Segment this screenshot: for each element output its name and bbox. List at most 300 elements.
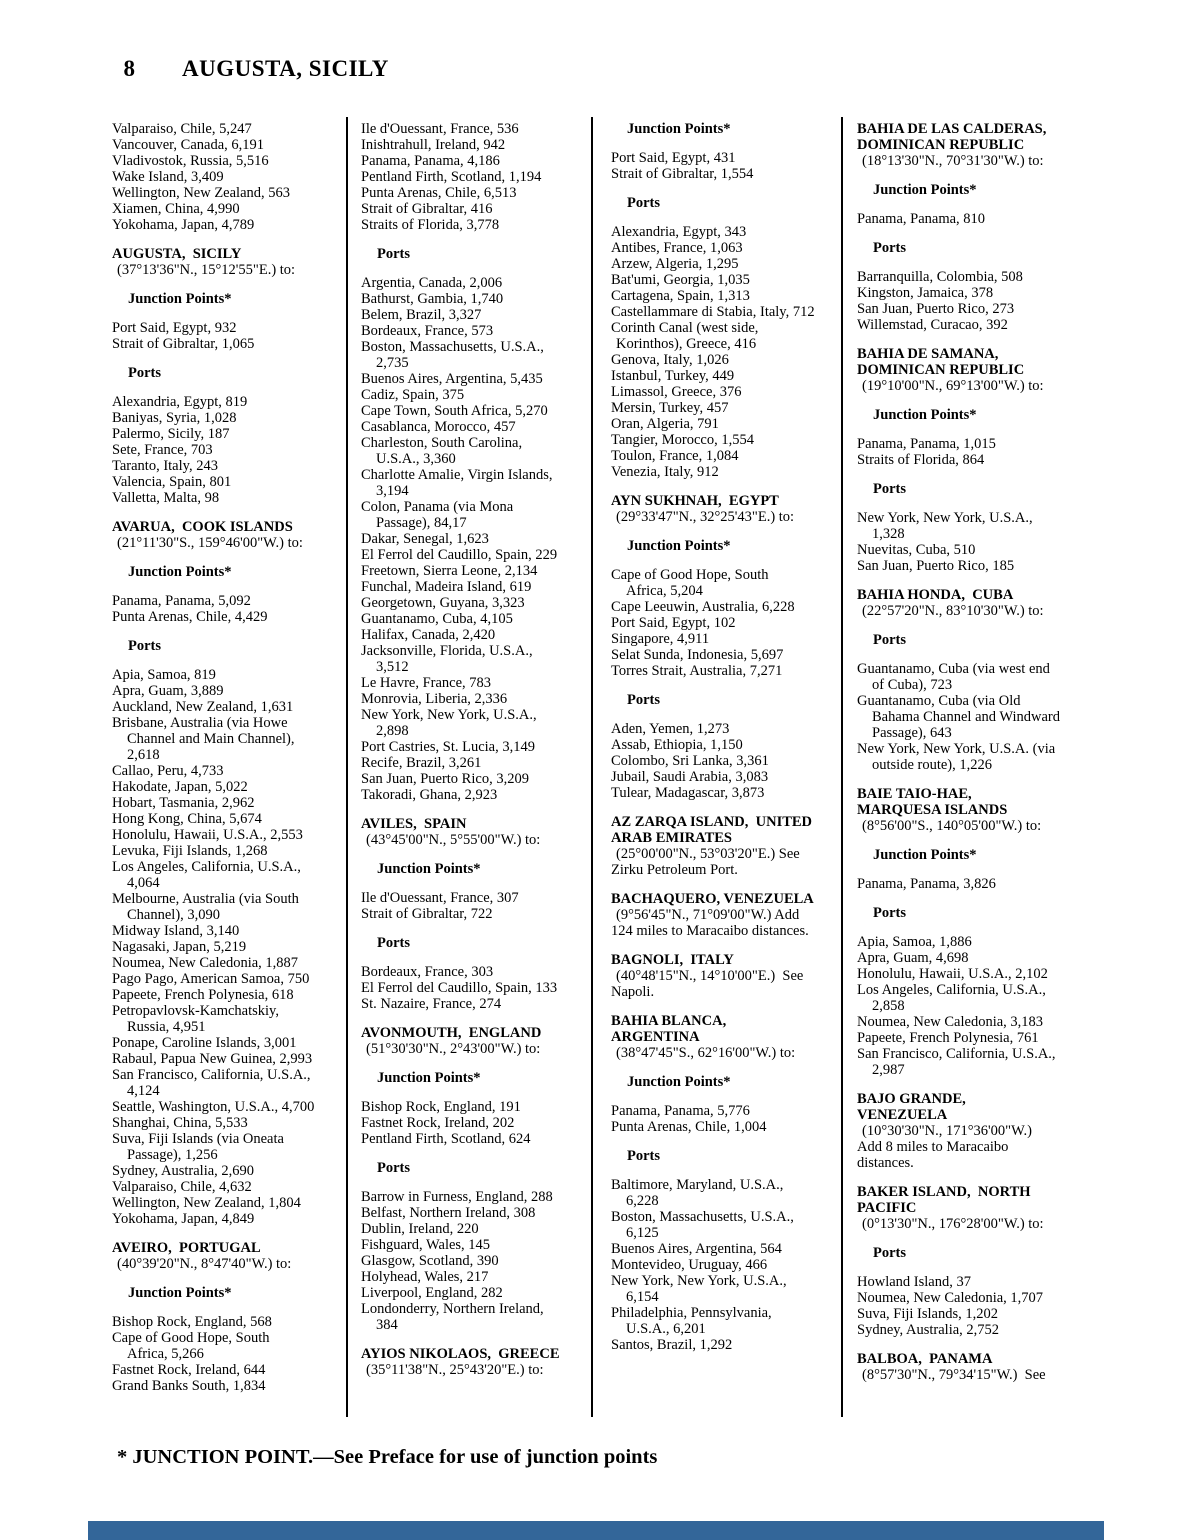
note-text: distances. <box>857 1155 914 1171</box>
port-entry: Le Havre, France, 783 <box>361 675 492 691</box>
bottom-color-bar <box>88 1521 1104 1540</box>
port-entry: Auckland, New Zealand, 1,631 <box>112 699 294 715</box>
port-entry: Casablanca, Morocco, 457 <box>361 419 516 435</box>
column-divider <box>591 117 593 1417</box>
port-entry: Baniyas, Syria, 1,028 <box>112 410 237 426</box>
blank-line <box>112 551 346 564</box>
blank-line <box>857 423 1091 436</box>
port-entry: Holyhead, Wales, 217 <box>361 1269 489 1285</box>
port-entry: San Juan, Puerto Rico, 3,209 <box>361 771 529 787</box>
port-entry: Pentland Firth, Scotland, 1,194 <box>361 169 542 185</box>
port-entry: St. Nazaire, France, 274 <box>361 996 502 1012</box>
blank-line <box>857 227 1091 240</box>
port-entry: Noumea, New Caledonia, 3,183 <box>857 1014 1044 1030</box>
section-subheading: Junction Points* <box>128 291 232 307</box>
coordinates-line: (18°13'30"N., 70°31'30"W.) to: <box>862 153 1044 169</box>
port-entry: Straits of Florida, 864 <box>857 452 985 468</box>
blank-line <box>611 1135 845 1148</box>
port-entry: Belfast, Northern Ireland, 308 <box>361 1205 536 1221</box>
port-entry: Punta Arenas, Chile, 6,513 <box>361 185 517 201</box>
port-entry-continuation: Passage), 643 <box>872 725 952 741</box>
page-header <box>112 30 389 82</box>
port-entry: Venezia, Italy, 912 <box>611 464 719 480</box>
port-entry: Palermo, Sicily, 187 <box>112 426 230 442</box>
section-subheading: Ports <box>873 632 907 648</box>
port-entry: Port Castries, St. Lucia, 3,149 <box>361 739 535 755</box>
blank-line <box>611 1090 845 1103</box>
port-entry: Noumea, New Caledonia, 1,887 <box>112 955 299 971</box>
port-entry: Colombo, Sri Lanka, 3,361 <box>611 753 769 769</box>
port-entry: Limassol, Greece, 376 <box>611 384 742 400</box>
blank-line <box>611 708 845 721</box>
place-heading: BAHIA HONDA, CUBA <box>857 587 1014 603</box>
port-entry: Bathurst, Gambia, 1,740 <box>361 291 504 307</box>
section-subheading: Junction Points* <box>377 1070 481 1086</box>
blank-line <box>857 256 1091 269</box>
port-entry: Dublin, Ireland, 220 <box>361 1221 479 1237</box>
port-entry: San Francisco, California, U.S.A., <box>857 1046 1056 1062</box>
port-entry: Port Said, Egypt, 431 <box>611 150 736 166</box>
port-entry-continuation: 6,125 <box>626 1225 659 1241</box>
port-entry: Panama, Panama, 3,826 <box>857 876 996 892</box>
blank-line <box>112 307 346 320</box>
port-entry: Singapore, 4,911 <box>611 631 710 647</box>
port-entry-continuation: Passage), 1,256 <box>127 1147 218 1163</box>
port-entry: Buenos Aires, Argentina, 564 <box>611 1241 782 1257</box>
port-entry: Panama, Panama, 5,776 <box>611 1103 750 1119</box>
port-entry: Strait of Gibraltar, 416 <box>361 201 493 217</box>
port-entry: Georgetown, Guyana, 3,323 <box>361 595 525 611</box>
place-heading: ARAB EMIRATES <box>611 830 732 846</box>
blank-line <box>857 333 1091 346</box>
port-entry: Assab, Ethiopia, 1,150 <box>611 737 743 753</box>
blank-line <box>611 1061 845 1074</box>
note-text: 124 miles to Maracaibo distances. <box>611 923 809 939</box>
port-entry: Cadiz, Spain, 375 <box>361 387 465 403</box>
port-entry: Melbourne, Australia (via South <box>112 891 299 907</box>
port-entry: El Ferrol del Caudillo, Spain, 229 <box>361 547 558 563</box>
blank-line <box>611 554 845 567</box>
port-entry: San Juan, Puerto Rico, 273 <box>857 301 1015 317</box>
blank-line <box>361 1086 595 1099</box>
port-entry: Sydney, Australia, 2,690 <box>112 1163 255 1179</box>
place-heading: AVILES, SPAIN <box>361 816 467 832</box>
port-entry: Valparaiso, Chile, 4,632 <box>112 1179 252 1195</box>
coordinates-line: (19°10'00"N., 69°13'00"W.) to: <box>862 378 1044 394</box>
place-heading: AYN SUKHNAH, EGYPT <box>611 493 779 509</box>
port-entry: Argentia, Canada, 2,006 <box>361 275 503 291</box>
port-entry: Valletta, Malta, 98 <box>112 490 220 506</box>
port-entry: Noumea, New Caledonia, 1,707 <box>857 1290 1044 1306</box>
port-entry: Santos, Brazil, 1,292 <box>611 1337 733 1353</box>
port-entry: Brisbane, Australia (via Howe <box>112 715 288 731</box>
coordinates-line: (38°47'45"S., 62°16'00"W.) to: <box>616 1045 796 1061</box>
blank-line <box>857 1261 1091 1274</box>
port-entry: Alexandria, Egypt, 343 <box>611 224 747 240</box>
port-entry-continuation: Passage), 84,17 <box>376 515 467 531</box>
port-entry: San Francisco, California, U.S.A., <box>112 1067 311 1083</box>
port-entry: Guantanamo, Cuba, 4,105 <box>361 611 513 627</box>
blank-line <box>112 580 346 593</box>
coordinates-line: (37°13'36"N., 15°12'55"E.) to: <box>117 262 296 278</box>
blank-line <box>857 773 1091 786</box>
port-entry-continuation: U.S.A., 3,360 <box>376 451 456 467</box>
blank-line <box>361 262 595 275</box>
section-subheading: Junction Points* <box>377 861 481 877</box>
port-entry: Port Said, Egypt, 932 <box>112 320 237 336</box>
port-entry: Pentland Firth, Scotland, 624 <box>361 1131 531 1147</box>
section-subheading: Ports <box>377 1160 411 1176</box>
port-entry: Guantanamo, Cuba (via Old <box>857 693 1021 709</box>
place-heading: BAGNOLI, ITALY <box>611 952 734 968</box>
port-entry: Colon, Panama (via Mona <box>361 499 514 515</box>
port-entry: Rabaul, Papua New Guinea, 2,993 <box>112 1051 313 1067</box>
port-entry: Apra, Guam, 4,698 <box>857 950 969 966</box>
port-entry: Sydney, Australia, 2,752 <box>857 1322 1000 1338</box>
port-entry-continuation: of Cuba), 723 <box>872 677 953 693</box>
place-heading: BAIE TAIO-HAE, <box>857 786 972 802</box>
blank-line <box>857 574 1091 587</box>
distance-column-4 <box>857 121 1091 1383</box>
port-entry-continuation: 2,735 <box>376 355 409 371</box>
port-entry: New York, New York, U.S.A., <box>857 510 1033 526</box>
blank-line <box>611 137 845 150</box>
blank-line <box>611 1000 845 1013</box>
port-entry: Panama, Panama, 1,015 <box>857 436 996 452</box>
place-heading: BAHIA DE LAS CALDERAS, <box>857 121 1047 137</box>
port-entry: Los Angeles, California, U.S.A., <box>857 982 1046 998</box>
port-entry: Yokohama, Japan, 4,849 <box>112 1211 255 1227</box>
place-heading: AYIOS NIKOLAOS, GREECE <box>361 1346 560 1362</box>
coordinates-line: (43°45'00"N., 5°55'00"W.) to: <box>366 832 541 848</box>
column-divider <box>841 117 843 1417</box>
note-text: Add 8 miles to Maracaibo <box>857 1139 1009 1155</box>
place-heading: DOMINICAN REPUBLIC <box>857 362 1025 378</box>
port-entry: Oran, Algeria, 791 <box>611 416 719 432</box>
port-entry: Straits of Florida, 3,778 <box>361 217 500 233</box>
port-entry: Aden, Yemen, 1,273 <box>611 721 730 737</box>
place-heading: VENEZUELA <box>857 1107 948 1123</box>
port-entry: Jacksonville, Florida, U.S.A., <box>361 643 533 659</box>
blank-line <box>611 480 845 493</box>
port-entry: Suva, Fiji Islands, 1,202 <box>857 1306 998 1322</box>
section-subheading: Ports <box>873 481 907 497</box>
coordinates-line: (51°30'30"N., 2°43'00"W.) to: <box>366 1041 541 1057</box>
coordinates-line: (22°57'20"N., 83°10'30"W.) to: <box>862 603 1044 619</box>
section-subheading: Ports <box>873 240 907 256</box>
blank-line <box>857 198 1091 211</box>
port-entry: Dakar, Senegal, 1,623 <box>361 531 489 547</box>
port-entry: Apia, Samoa, 1,886 <box>857 934 972 950</box>
port-entry: Panama, Panama, 4,186 <box>361 153 500 169</box>
blank-line <box>361 848 595 861</box>
blank-line <box>857 497 1091 510</box>
port-entry: Mersin, Turkey, 457 <box>611 400 729 416</box>
port-entry: Ile d'Ouessant, France, 536 <box>361 121 519 137</box>
port-entry: Valparaiso, Chile, 5,247 <box>112 121 252 137</box>
coordinates-line: (8°56'00"S., 140°05'00"W.) to: <box>862 818 1042 834</box>
section-subheading: Ports <box>627 692 661 708</box>
blank-line <box>611 679 845 692</box>
port-entry: New York, New York, U.S.A., <box>611 1273 787 1289</box>
port-entry: Ponape, Caroline Islands, 3,001 <box>112 1035 297 1051</box>
blank-line <box>112 381 346 394</box>
port-entry: Bishop Rock, England, 568 <box>112 1314 272 1330</box>
port-entry: Castellammare di Stabia, Italy, 712 <box>611 304 815 320</box>
place-heading: AZ ZARQA ISLAND, UNITED <box>611 814 813 830</box>
port-entry: Cape of Good Hope, South <box>112 1330 270 1346</box>
port-entry: Torres Strait, Australia, 7,271 <box>611 663 783 679</box>
section-subheading: Ports <box>377 935 411 951</box>
port-entry: Hakodate, Japan, 5,022 <box>112 779 248 795</box>
blank-line <box>361 922 595 935</box>
section-subheading: Junction Points* <box>873 847 977 863</box>
port-entry: Cartagena, Spain, 1,313 <box>611 288 750 304</box>
place-heading: BAJO GRANDE, <box>857 1091 966 1107</box>
section-subheading: Junction Points* <box>627 1074 731 1090</box>
blank-line <box>857 834 1091 847</box>
place-heading: AVEIRO, PORTUGAL <box>112 1240 261 1256</box>
port-entry: Freetown, Sierra Leone, 2,134 <box>361 563 538 579</box>
blank-line <box>611 182 845 195</box>
blank-line <box>361 1176 595 1189</box>
junction-point-footnote: * JUNCTION POINT.—See Preface for use of junction points <box>117 1446 658 1468</box>
section-subheading: Ports <box>627 195 661 211</box>
port-entry: Recife, Brazil, 3,261 <box>361 755 482 771</box>
port-entry: Bordeaux, France, 303 <box>361 964 494 980</box>
port-entry: Corinth Canal (west side, <box>611 320 759 336</box>
port-entry: Buenos Aires, Argentina, 5,435 <box>361 371 543 387</box>
blank-line <box>112 506 346 519</box>
port-entry: Panama, Panama, 810 <box>857 211 986 227</box>
place-heading: AVARUA, COOK ISLANDS <box>112 519 293 535</box>
port-entry: Alexandria, Egypt, 819 <box>112 394 248 410</box>
place-heading: BAHIA DE SAMANA, <box>857 346 999 362</box>
port-entry: Wellington, New Zealand, 1,804 <box>112 1195 301 1211</box>
coordinates-line: (35°11'38"N., 25°43'20"E.) to: <box>366 1362 544 1378</box>
blank-line <box>611 525 845 538</box>
section-subheading: Junction Points* <box>873 407 977 423</box>
blank-line <box>857 1171 1091 1184</box>
port-entry: Cape Town, South Africa, 5,270 <box>361 403 548 419</box>
port-entry: Ile d'Ouessant, France, 307 <box>361 890 519 906</box>
section-subheading: Ports <box>377 246 411 262</box>
blank-line <box>857 468 1091 481</box>
page-number: 8 <box>123 56 135 81</box>
blank-line <box>112 1227 346 1240</box>
port-entry: Glasgow, Scotland, 390 <box>361 1253 499 1269</box>
place-heading: ARGENTINA <box>611 1029 700 1045</box>
port-entry-continuation: 6,154 <box>626 1289 659 1305</box>
port-entry: Bat'umi, Georgia, 1,035 <box>611 272 750 288</box>
running-title: AUGUSTA, SICILY <box>182 56 389 81</box>
port-entry: Selat Sunda, Indonesia, 5,697 <box>611 647 784 663</box>
place-heading: AVONMOUTH, ENGLAND <box>361 1025 542 1041</box>
blank-line <box>857 394 1091 407</box>
section-subheading: Junction Points* <box>627 121 731 137</box>
distance-column-3 <box>611 121 845 1353</box>
coordinates-line: (25°00'00"N., 53°03'20"E.) See <box>616 846 800 862</box>
distance-column-2 <box>361 121 595 1378</box>
port-entry: Xiamen, China, 4,990 <box>112 201 240 217</box>
place-heading: MARQUESA ISLANDS <box>857 802 1008 818</box>
port-entry: Hobart, Tasmania, 2,962 <box>112 795 255 811</box>
port-entry: Strait of Gibraltar, 1,065 <box>112 336 255 352</box>
port-entry: Kingston, Jamaica, 378 <box>857 285 994 301</box>
port-entry: Petropavlovsk-Kamchatskiy, <box>112 1003 279 1019</box>
port-entry: Tulear, Madagascar, 3,873 <box>611 785 765 801</box>
port-entry: Arzew, Algeria, 1,295 <box>611 256 739 272</box>
port-entry: Bishop Rock, England, 191 <box>361 1099 521 1115</box>
blank-line <box>857 921 1091 934</box>
port-entry: Liverpool, England, 282 <box>361 1285 503 1301</box>
port-entry: Port Said, Egypt, 102 <box>611 615 736 631</box>
port-entry: Halifax, Canada, 2,420 <box>361 627 496 643</box>
port-entry: Boston, Massachusetts, U.S.A., <box>611 1209 794 1225</box>
port-entry: Yokohama, Japan, 4,789 <box>112 217 255 233</box>
port-entry: Jubail, Saudi Arabia, 3,083 <box>611 769 769 785</box>
port-entry: Antibes, France, 1,063 <box>611 240 743 256</box>
port-entry: Panama, Panama, 5,092 <box>112 593 251 609</box>
port-entry: San Juan, Puerto Rico, 185 <box>857 558 1015 574</box>
port-entry: Seattle, Washington, U.S.A., 4,700 <box>112 1099 315 1115</box>
port-entry: Papeete, French Polynesia, 761 <box>857 1030 1039 1046</box>
port-entry: Takoradi, Ghana, 2,923 <box>361 787 498 803</box>
blank-line <box>112 352 346 365</box>
section-subheading: Junction Points* <box>128 564 232 580</box>
section-subheading: Ports <box>873 905 907 921</box>
section-subheading: Junction Points* <box>627 538 731 554</box>
port-entry: Strait of Gibraltar, 1,554 <box>611 166 754 182</box>
blank-line <box>611 801 845 814</box>
port-entry-continuation: Bahama Channel and Windward <box>872 709 1060 725</box>
blank-line <box>112 1272 346 1285</box>
coordinates-line: (40°39'20"N., 8°47'40"W.) to: <box>117 1256 292 1272</box>
port-entry: Sete, France, 703 <box>112 442 213 458</box>
blank-line <box>611 878 845 891</box>
coordinates-line: (8°57'30"N., 79°34'15"W.) See <box>862 1367 1046 1383</box>
port-entry: Callao, Peru, 4,733 <box>112 763 224 779</box>
note-text: Zirku Petroleum Port. <box>611 862 738 878</box>
blank-line <box>611 211 845 224</box>
port-entry: Wellington, New Zealand, 563 <box>112 185 291 201</box>
section-subheading: Ports <box>873 1245 907 1261</box>
column-divider <box>346 117 348 1417</box>
coordinates-line: (40°48'15"N., 14°10'00"E.) See <box>616 968 804 984</box>
port-entry-continuation: 1,328 <box>872 526 905 542</box>
port-entry: Punta Arenas, Chile, 4,429 <box>112 609 268 625</box>
port-entry: Toulon, France, 1,084 <box>611 448 739 464</box>
blank-line <box>611 939 845 952</box>
blank-line <box>857 648 1091 661</box>
coordinates-line: (29°33'47"N., 32°25'43"E.) to: <box>616 509 795 525</box>
blank-line <box>857 619 1091 632</box>
section-subheading: Ports <box>627 1148 661 1164</box>
section-subheading: Junction Points* <box>873 182 977 198</box>
port-entry: Barranquilla, Colombia, 508 <box>857 269 1023 285</box>
coordinates-line: (0°13'30"N., 176°28'00"W.) to: <box>862 1216 1044 1232</box>
place-heading: BALBOA, PANAMA <box>857 1351 993 1367</box>
port-entry: Hong Kong, China, 5,674 <box>112 811 262 827</box>
blank-line <box>112 654 346 667</box>
port-entry: Inishtrahull, Ireland, 942 <box>361 137 506 153</box>
blank-line <box>361 1057 595 1070</box>
port-entry-continuation: U.S.A., 6,201 <box>626 1321 706 1337</box>
port-entry-continuation: 2,618 <box>127 747 160 763</box>
blank-line <box>112 1301 346 1314</box>
port-entry-continuation: 2,858 <box>872 998 905 1014</box>
port-entry: Honolulu, Hawaii, U.S.A., 2,102 <box>857 966 1048 982</box>
blank-line <box>361 877 595 890</box>
port-entry: Cape Leeuwin, Australia, 6,228 <box>611 599 795 615</box>
blank-line <box>857 1338 1091 1351</box>
port-entry: Istanbul, Turkey, 449 <box>611 368 735 384</box>
blank-line <box>112 233 346 246</box>
port-entry: Nagasaki, Japan, 5,219 <box>112 939 247 955</box>
port-entry: Charlotte Amalie, Virgin Islands, <box>361 467 553 483</box>
port-entry: Grand Banks South, 1,834 <box>112 1378 266 1394</box>
blank-line <box>361 1012 595 1025</box>
port-entry-continuation: 3,194 <box>376 483 409 499</box>
port-entry: Shanghai, China, 5,533 <box>112 1115 248 1131</box>
port-entry: Willemstad, Curacao, 392 <box>857 317 1008 333</box>
blank-line <box>361 1147 595 1160</box>
port-entry: Montevideo, Uruguay, 466 <box>611 1257 768 1273</box>
blank-line <box>361 951 595 964</box>
port-entry: Apia, Samoa, 819 <box>112 667 216 683</box>
port-entry: Pago Pago, American Samoa, 750 <box>112 971 310 987</box>
port-entry: Suva, Fiji Islands (via Oneata <box>112 1131 284 1147</box>
place-heading: BAKER ISLAND, NORTH <box>857 1184 1031 1200</box>
port-entry: Punta Arenas, Chile, 1,004 <box>611 1119 767 1135</box>
port-entry: Valencia, Spain, 801 <box>112 474 232 490</box>
port-entry: Taranto, Italy, 243 <box>112 458 218 474</box>
place-heading: DOMINICAN REPUBLIC <box>857 137 1025 153</box>
port-entry: Howland Island, 37 <box>857 1274 971 1290</box>
port-entry: Papeete, French Polynesia, 618 <box>112 987 294 1003</box>
port-entry: New York, New York, U.S.A. (via <box>857 741 1056 757</box>
blank-line <box>361 233 595 246</box>
port-entry-continuation: Russia, 4,951 <box>127 1019 206 1035</box>
section-subheading: Ports <box>128 365 162 381</box>
port-entry: Midway Island, 3,140 <box>112 923 240 939</box>
coordinates-line: (21°11'30"S., 159°46'00"W.) to: <box>117 535 303 551</box>
port-entry: Genova, Italy, 1,026 <box>611 352 729 368</box>
blank-line <box>857 892 1091 905</box>
port-entry-continuation: Africa, 5,266 <box>127 1346 204 1362</box>
port-entry: Monrovia, Liberia, 2,336 <box>361 691 508 707</box>
blank-line <box>361 1333 595 1346</box>
port-entry-continuation: Korinthos), Greece, 416 <box>616 336 757 352</box>
blank-line <box>112 278 346 291</box>
port-entry: El Ferrol del Caudillo, Spain, 133 <box>361 980 558 996</box>
port-entry: Londonderry, Northern Ireland, <box>361 1301 544 1317</box>
port-entry-continuation: 2,987 <box>872 1062 905 1078</box>
port-entry: Vancouver, Canada, 6,191 <box>112 137 265 153</box>
port-entry: Strait of Gibraltar, 722 <box>361 906 493 922</box>
port-entry-continuation: 384 <box>376 1317 398 1333</box>
distance-column-1 <box>112 121 346 1394</box>
port-entry: Levuka, Fiji Islands, 1,268 <box>112 843 268 859</box>
port-entry: Tangier, Morocco, 1,554 <box>611 432 754 448</box>
port-entry: Funchal, Madeira Island, 619 <box>361 579 532 595</box>
port-entry: Belem, Brazil, 3,327 <box>361 307 482 323</box>
port-entry: Wake Island, 3,409 <box>112 169 224 185</box>
blank-line <box>361 803 595 816</box>
section-subheading: Ports <box>128 638 162 654</box>
port-entry-continuation: 3,512 <box>376 659 409 675</box>
port-entry: Cape of Good Hope, South <box>611 567 769 583</box>
